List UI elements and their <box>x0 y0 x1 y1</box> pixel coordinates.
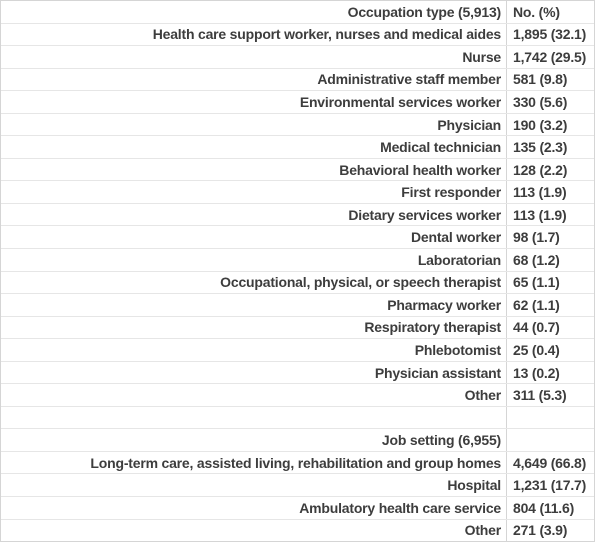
row-value: 135 (2.3) <box>506 136 594 158</box>
table-row <box>1 361 594 384</box>
table-row <box>1 519 594 542</box>
row-value: 190 (3.2) <box>506 114 594 136</box>
table-row <box>1 68 594 91</box>
row-value <box>506 407 594 429</box>
table-row <box>1 383 594 406</box>
row-value: 68 (1.2) <box>506 249 594 271</box>
row-label: Occupation type (5,913) <box>347 3 501 20</box>
table-row <box>1 135 594 158</box>
row-label: Pharmacy worker <box>387 296 501 313</box>
row-label: Job setting (6,955) <box>381 432 501 449</box>
table-row <box>1 45 594 68</box>
row-value: 113 (1.9) <box>506 181 594 203</box>
row-label: Other <box>464 387 501 404</box>
row-label: Nurse <box>462 48 501 65</box>
row-label: Phlebotomist <box>414 341 501 358</box>
table-row <box>1 406 594 429</box>
row-label: Medical technician <box>380 139 501 156</box>
row-label: Environmental services worker <box>299 93 501 110</box>
table-row <box>1 248 594 271</box>
table-row <box>1 338 594 361</box>
table-row <box>1 90 594 113</box>
row-value: 4,649 (66.8) <box>506 452 594 474</box>
table-row <box>1 271 594 294</box>
row-label <box>1 407 506 429</box>
row-value: 13 (0.2) <box>506 362 594 384</box>
row-value: 1,895 (32.1) <box>506 24 594 46</box>
row-label: First responder <box>401 184 501 201</box>
table-row <box>1 316 594 339</box>
table-row <box>1 23 594 46</box>
table-row <box>1 293 594 316</box>
row-value: No. (%) <box>506 1 594 23</box>
row-label: Health care support worker, nurses and medical aides <box>152 26 501 43</box>
row-value: 1,742 (29.5) <box>506 46 594 68</box>
row-value: 62 (1.1) <box>506 294 594 316</box>
row-value: 330 (5.6) <box>506 91 594 113</box>
row-label: Hospital <box>447 477 501 494</box>
row-label: Behavioral health worker <box>339 161 501 178</box>
table-row <box>1 203 594 226</box>
table-row <box>1 1 594 23</box>
table-row <box>1 451 594 474</box>
table-row <box>1 158 594 181</box>
row-value: 1,231 (17.7) <box>506 474 594 496</box>
table-row <box>1 225 594 248</box>
row-value: 804 (11.6) <box>506 497 594 519</box>
row-label: Dental worker <box>411 229 501 246</box>
row-value: 271 (3.9) <box>506 520 594 542</box>
row-label: Physician <box>437 116 501 133</box>
row-value <box>506 429 594 451</box>
row-value: 25 (0.4) <box>506 339 594 361</box>
row-label: Laboratorian <box>417 251 501 268</box>
row-value: 44 (0.7) <box>506 317 594 339</box>
row-value: 128 (2.2) <box>506 159 594 181</box>
row-label: Administrative staff member <box>317 71 501 88</box>
row-value: 581 (9.8) <box>506 69 594 91</box>
row-value: 113 (1.9) <box>506 204 594 226</box>
table-row <box>1 473 594 496</box>
row-label: Other <box>464 522 501 539</box>
row-label: Long-term care, assisted living, rehabilitation and group homes <box>90 454 501 471</box>
row-label: Occupational, physical, or speech therapist <box>220 274 501 291</box>
table-row <box>1 113 594 136</box>
row-value: 311 (5.3) <box>506 384 594 406</box>
row-label: Dietary services worker <box>348 206 501 223</box>
row-value: 65 (1.1) <box>506 272 594 294</box>
table-row <box>1 428 594 451</box>
table-row <box>1 496 594 519</box>
table-row <box>1 180 594 203</box>
row-label: Physician assistant <box>374 364 501 381</box>
row-label: Ambulatory health care service <box>299 499 501 516</box>
row-label: Respiratory therapist <box>364 319 501 336</box>
row-value: 98 (1.7) <box>506 226 594 248</box>
